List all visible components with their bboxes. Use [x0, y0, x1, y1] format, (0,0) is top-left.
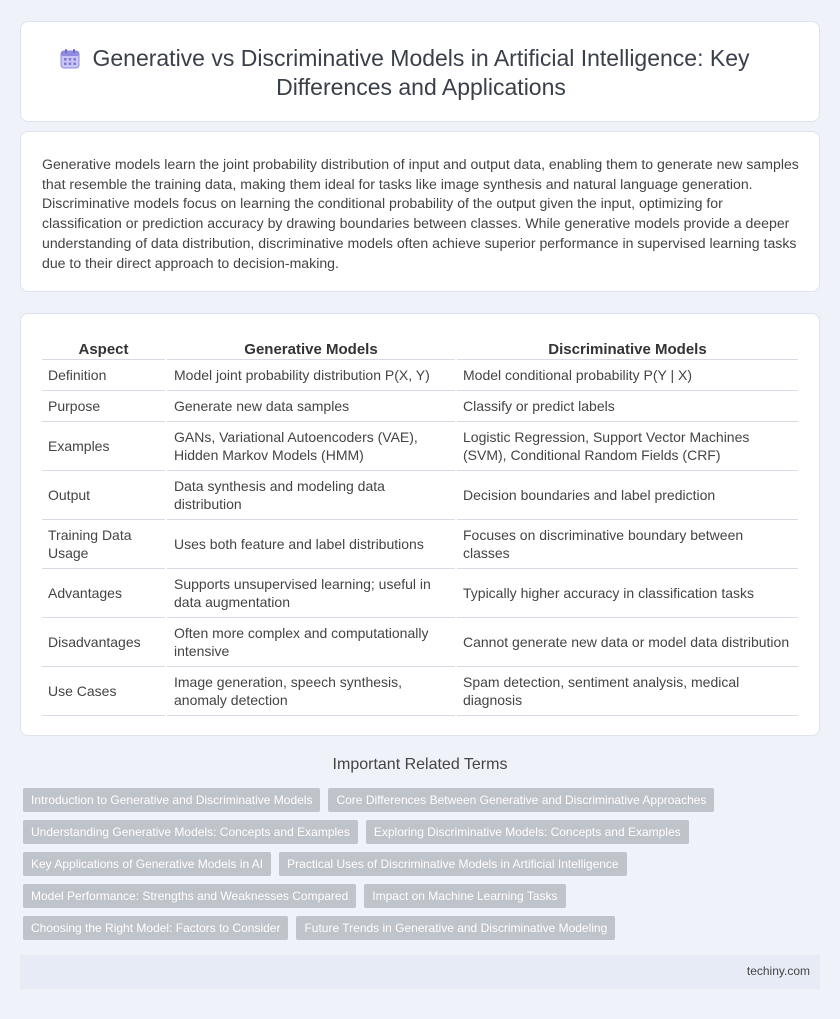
generative-cell: Uses both feature and label distributions — [166, 519, 456, 568]
aspect-cell: Advantages — [42, 568, 166, 617]
generative-cell: Supports unsupervised learning; useful in data augmentation — [166, 568, 456, 617]
page-title — [21, 44, 821, 102]
related-terms-list — [23, 788, 823, 948]
header-generative: Generative Models — [166, 332, 456, 359]
related-term-link[interactable]: Future Trends in Generative and Discriminative Modeling — [296, 916, 615, 940]
table-row — [42, 617, 798, 666]
discriminative-cell: Focuses on discriminative boundary between classes — [456, 519, 798, 568]
discriminative-cell: Model conditional probability P(Y | X) — [456, 359, 798, 390]
intro-paragraph: Generative models learn the joint probability distribution of input and output data, enabling them to generate new samples that resemble the training data, making them ideal for tasks like image synthesis and natural language generation. Discriminative models focus on learning the conditional probability of the output given the input, optimizing for classification or prediction accuracy by drawing boundaries between classes. While generative models provide a deeper understanding of data distribution, discriminative models often achieve superior performance in supervised learning tasks due to their direct approach to decision-making. — [42, 156, 799, 271]
discriminative-cell: Typically higher accuracy in classification tasks — [456, 568, 798, 617]
discriminative-cell: Decision boundaries and label prediction — [456, 470, 798, 519]
table-row — [42, 470, 798, 519]
related-term-link[interactable]: Introduction to Generative and Discriminative Models — [23, 788, 320, 812]
header-card — [20, 21, 820, 122]
discriminative-cell: Cannot generate new data or model data distribution — [456, 617, 798, 666]
table-header-row — [42, 332, 798, 359]
generative-cell: GANs, Variational Autoencoders (VAE), Hidden Markov Models (HMM) — [166, 421, 456, 470]
related-term-link[interactable]: Understanding Generative Models: Concepts and Examples — [23, 820, 358, 844]
related-term-link[interactable]: Practical Uses of Discriminative Models in Artificial Intelligence — [279, 852, 626, 876]
aspect-cell: Examples — [42, 421, 166, 470]
discriminative-cell: Spam detection, sentiment analysis, medical diagnosis — [456, 666, 798, 715]
discriminative-cell: Classify or predict labels — [456, 390, 798, 421]
aspect-cell: Output — [42, 470, 166, 519]
table-row — [42, 666, 798, 715]
generative-cell: Image generation, speech synthesis, anomaly detection — [166, 666, 456, 715]
related-term-link[interactable]: Exploring Discriminative Models: Concepts and Examples — [366, 820, 689, 844]
aspect-cell: Definition — [42, 359, 166, 390]
page-title-line-1: Generative vs Discriminative Models in Artificial Intelligence: Key — [92, 45, 750, 71]
table-row — [42, 519, 798, 568]
intro-card — [20, 131, 820, 292]
header-aspect: Aspect — [42, 332, 166, 359]
header-discriminative: Discriminative Models — [456, 332, 798, 359]
table-row — [42, 421, 798, 470]
related-term-link[interactable]: Impact on Machine Learning Tasks — [364, 884, 565, 908]
table-row — [42, 568, 798, 617]
generative-cell: Often more complex and computationally intensive — [166, 617, 456, 666]
aspect-cell: Use Cases — [42, 666, 166, 715]
table-row — [42, 359, 798, 390]
related-term-link[interactable]: Model Performance: Strengths and Weaknesses Compared — [23, 884, 356, 908]
related-term-link[interactable]: Core Differences Between Generative and Discriminative Approaches — [328, 788, 714, 812]
related-terms-title: Important Related Terms — [332, 756, 508, 773]
discriminative-cell: Logistic Regression, Support Vector Machines (SVM), Conditional Random Fields (CRF) — [456, 421, 798, 470]
aspect-cell: Disadvantages — [42, 617, 166, 666]
generative-cell: Generate new data samples — [166, 390, 456, 421]
related-term-link[interactable]: Choosing the Right Model: Factors to Consider — [23, 916, 288, 940]
page-title-line-2: Differences and Applications — [276, 74, 566, 100]
footer-site-link[interactable]: techiny.com — [746, 964, 810, 978]
related-term-link[interactable]: Key Applications of Generative Models in AI — [23, 852, 271, 876]
aspect-cell: Purpose — [42, 390, 166, 421]
generative-cell: Data synthesis and modeling data distribution — [166, 470, 456, 519]
comparison-table-card — [20, 313, 820, 736]
generative-cell: Model joint probability distribution P(X, Y) — [166, 359, 456, 390]
comparison-table — [42, 332, 798, 716]
aspect-cell: Training Data Usage — [42, 519, 166, 568]
table-row — [42, 390, 798, 421]
footer — [20, 955, 820, 989]
